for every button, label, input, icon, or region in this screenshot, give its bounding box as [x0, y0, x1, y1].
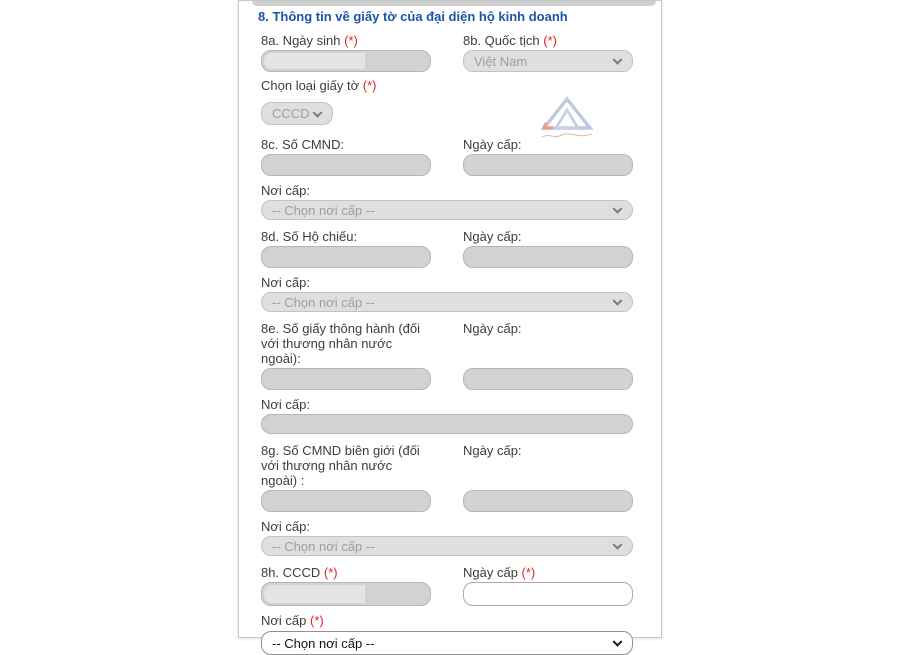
laissez-passer-issue-place-input[interactable] — [261, 414, 633, 434]
required-marker: (*) — [344, 33, 358, 48]
cccd-issue-date-label — [463, 565, 633, 580]
doc-type-label-text: Chọn loại giấy tờ — [261, 78, 360, 93]
section-8g-border-id — [261, 443, 633, 556]
cccd-issue-place-select[interactable] — [261, 631, 633, 655]
form-panel — [238, 0, 662, 651]
dob-input[interactable] — [261, 50, 431, 72]
cccd-number-label — [261, 565, 431, 580]
chevron-down-icon — [613, 55, 623, 65]
passport-issue-place-label: Nơi cấp: — [261, 275, 310, 290]
section-8d-passport — [261, 229, 633, 312]
cccd-issue-date-label-text: Ngày cấp — [463, 565, 518, 580]
section-8c-cmnd — [261, 137, 633, 220]
doc-type-label — [261, 78, 633, 93]
laissez-passer-number-label: 8e. Số giấy thông hành (đối với thương nhân nước ngoài): — [261, 321, 421, 366]
dob-label — [261, 33, 431, 48]
laissez-passer-number-input[interactable] — [261, 368, 431, 390]
cmnd-issue-place-select[interactable] — [261, 200, 633, 220]
passport-number-input[interactable] — [261, 246, 431, 268]
nationality-value: Việt Nam — [474, 53, 528, 69]
nationality-select[interactable] — [463, 50, 633, 72]
border-id-issue-date-label: Ngày cấp: — [463, 443, 522, 458]
chevron-down-icon — [613, 296, 623, 306]
border-id-issue-date-input[interactable] — [463, 490, 633, 512]
chevron-down-icon — [613, 637, 623, 647]
cccd-issue-place-label-text: Nơi cấp — [261, 613, 307, 628]
passport-issue-date-label: Ngày cấp: — [463, 229, 522, 244]
chevron-down-icon — [313, 107, 323, 117]
issue-place-placeholder: -- Chọn nơi cấp -- — [272, 294, 375, 310]
doc-type-value: CCCD — [272, 106, 310, 121]
doc-type-select[interactable] — [261, 102, 333, 125]
issue-place-placeholder: -- Chọn nơi cấp -- — [272, 202, 375, 218]
cccd-issue-place-label — [261, 613, 633, 628]
passport-issue-date-input[interactable] — [463, 246, 633, 268]
cmnd-number-label: 8c. Số CMND: — [261, 137, 345, 152]
section-title: 8. Thông tin về giấy tờ của đại diện hộ kinh doanh — [258, 9, 568, 24]
chevron-down-icon — [613, 204, 623, 214]
section-8h-cccd — [261, 565, 633, 655]
laissez-passer-issue-date-label: Ngày cấp: — [463, 321, 522, 336]
redacted-value — [264, 585, 365, 603]
issue-place-value: -- Chọn nơi cấp -- — [272, 635, 375, 651]
required-marker: (*) — [543, 33, 557, 48]
cccd-number-label-text: 8h. CCCD — [261, 565, 321, 580]
cmnd-number-input[interactable] — [261, 154, 431, 176]
cutoff-field-above — [252, 1, 656, 6]
laissez-passer-issue-date-input[interactable] — [463, 368, 633, 390]
required-marker: (*) — [323, 565, 338, 580]
cmnd-issue-place-label: Nơi cấp: — [261, 183, 310, 198]
border-id-issue-place-label: Nơi cấp: — [261, 519, 310, 534]
cccd-number-input[interactable] — [261, 582, 431, 606]
nationality-label-text: 8b. Quốc tịch — [463, 33, 540, 48]
cccd-issue-date-input[interactable] — [463, 582, 633, 606]
required-marker: (*) — [362, 78, 377, 93]
issue-place-placeholder: -- Chọn nơi cấp -- — [272, 538, 375, 554]
chevron-down-icon — [613, 540, 623, 550]
section-8e-laissez-passer — [261, 321, 633, 434]
laissez-passer-issue-place-label: Nơi cấp: — [261, 397, 310, 412]
cmnd-issue-date-input[interactable] — [463, 154, 633, 176]
required-marker: (*) — [521, 565, 536, 580]
passport-issue-place-select[interactable] — [261, 292, 633, 312]
triangle-logo-watermark — [534, 96, 600, 142]
required-marker: (*) — [310, 613, 324, 628]
border-id-number-label: 8g. Số CMND biên giới (đối với thương nhân nước ngoài) : — [261, 443, 420, 488]
passport-number-label: 8d. Số Hộ chiếu: — [261, 229, 358, 244]
redacted-value — [264, 53, 365, 69]
cmnd-issue-date-label: Ngày cấp: — [463, 137, 522, 152]
nationality-label — [463, 33, 633, 48]
dob-label-text: 8a. Ngày sinh — [261, 33, 341, 48]
border-id-number-input[interactable] — [261, 490, 431, 512]
border-id-issue-place-select[interactable] — [261, 536, 633, 556]
